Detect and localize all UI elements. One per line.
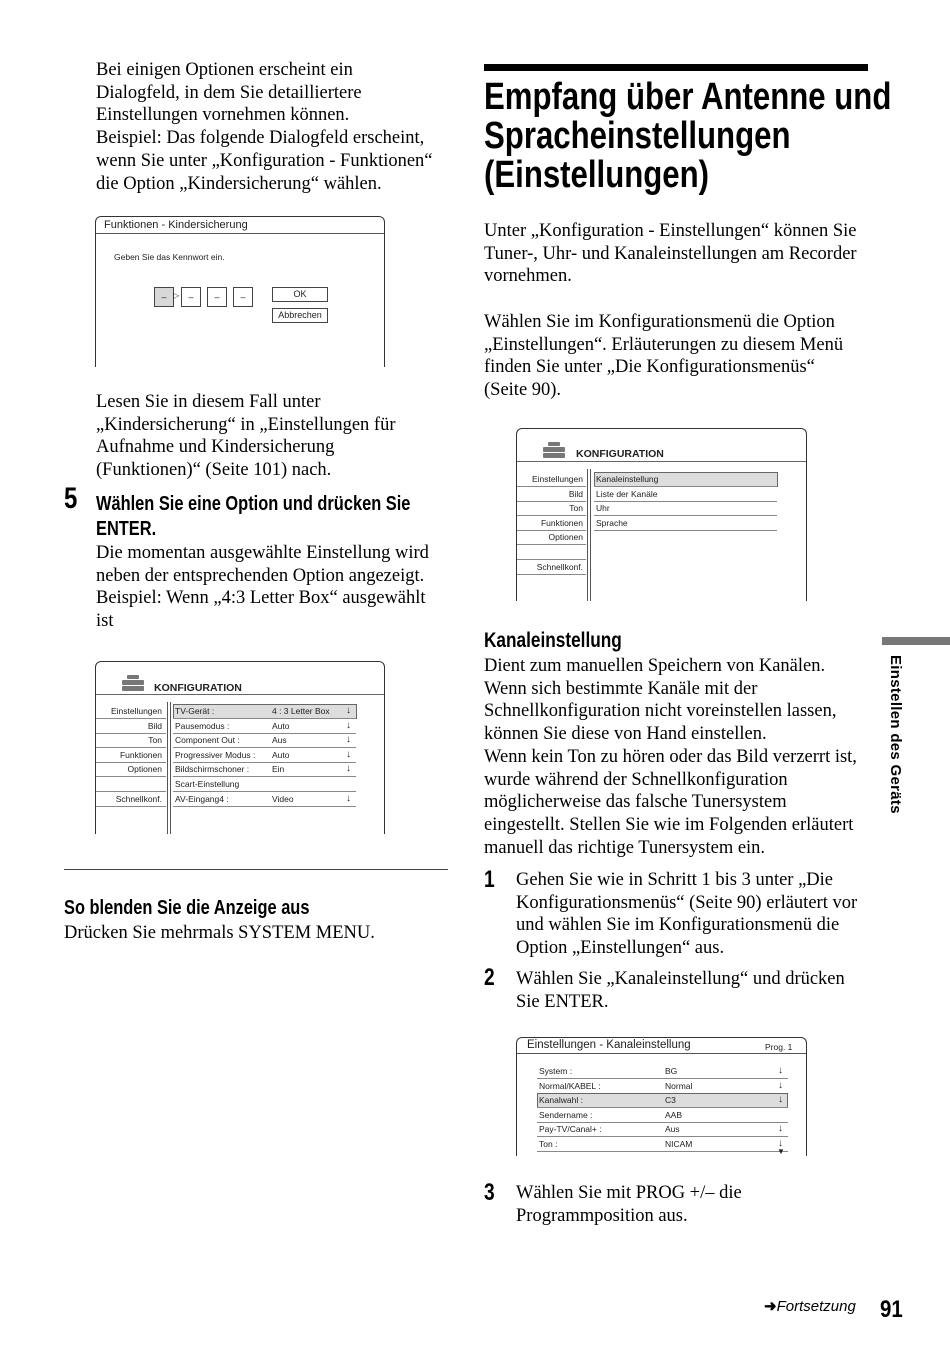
setting-value[interactable]: Normal (665, 1080, 693, 1091)
sidebar-item[interactable]: Optionen (127, 764, 162, 775)
setting-label[interactable]: Progressiver Modus : (175, 749, 256, 760)
menu-item[interactable]: Uhr (596, 503, 610, 514)
page-title-line1: Empfang über Antenne und (484, 76, 892, 118)
digit-field-1[interactable]: – (154, 287, 174, 307)
sidebar-item[interactable]: Optionen (548, 532, 583, 543)
sidebar-divider (517, 486, 586, 487)
title-bar (484, 64, 868, 71)
page-number: 91 (880, 1296, 903, 1323)
sidebar-divider (517, 515, 586, 516)
scroll-down-icon[interactable]: ▼ (777, 1147, 785, 1156)
intro-text: Bei einigen Optionen erscheint ein Dialogfeld, in dem Sie detailliertere Einstellungen vornehmen können. Beispiel: Das folgende Dialogfeld erscheint, wenn Sie unter „Konfiguration - Funktionen“ die Option „Kindersicherung“ wählen. (96, 60, 433, 194)
toolbox-icon (122, 675, 144, 691)
sidebar-divider (517, 544, 586, 545)
toolbox-icon (543, 442, 565, 458)
menu-title: KONFIGURATION (576, 448, 664, 460)
sidebar-divider (96, 718, 166, 719)
setting-value[interactable]: Aus (665, 1124, 680, 1135)
intro-1: Unter „Konfiguration - Einstellungen“ können Sie Tuner-, Uhr- und Kanaleinstellungen am Recorder vornehmen. (484, 221, 857, 287)
sidebar-divider (517, 559, 586, 560)
sidebar-divider (96, 762, 166, 763)
page-title-line2: Spracheinstellungen (484, 115, 791, 157)
down-arrow-icon[interactable]: ↓ (778, 1123, 783, 1135)
down-arrow-icon[interactable]: ↓ (778, 1094, 783, 1106)
setting-label[interactable]: Pay-TV/Canal+ : (539, 1124, 602, 1135)
config-menu-einstellungen (516, 428, 807, 601)
menu-item[interactable]: Sprache (596, 517, 628, 528)
continuation-label: Fortsetzung (776, 1298, 856, 1315)
down-arrow-icon[interactable]: ↓ (346, 792, 351, 804)
side-tab-bar (882, 637, 950, 645)
setting-value[interactable]: Auto (272, 720, 290, 731)
row-divider (537, 1107, 788, 1108)
step-3-number: 3 (484, 1179, 495, 1206)
setting-value[interactable]: 4 : 3 Letter Box (272, 706, 330, 716)
setting-value[interactable]: Ein (272, 764, 285, 775)
step-5-number: 5 (64, 482, 78, 515)
sidebar-item[interactable]: Ton (569, 503, 583, 514)
menu-item[interactable]: Kanaleinstellung (596, 474, 659, 484)
setting-label[interactable]: Normal/KABEL : (539, 1080, 601, 1091)
menu-item[interactable]: Liste der Kanäle (596, 488, 658, 499)
down-arrow-icon[interactable]: ↓ (346, 719, 351, 731)
kanal-text: Dient zum manuellen Speichern von Kanälen. Wenn sich bestimmte Kanäle mit der Schnellkonfiguration nicht voreinstellen lassen, können Sie diese von Hand einstellen. Wenn kein Ton zu hören oder das Bild verzerrt ist, wurde während der Schnellkonfiguration möglicherweise das falsche Tunersystem eingestellt. Stellen Sie wie im Folgenden erläutert manuell das richtige Tunersystem ein. (484, 656, 857, 858)
sidebar-divider (96, 733, 166, 734)
sidebar-item[interactable]: Bild (568, 488, 583, 499)
setting-value[interactable]: BG (665, 1066, 678, 1076)
digit-field-4[interactable]: – (233, 287, 253, 307)
item-divider (594, 530, 777, 531)
row-divider (537, 1122, 788, 1123)
sidebar-item[interactable]: Einstellungen (531, 474, 583, 484)
setting-label[interactable]: Scart-Einstellung (175, 779, 240, 789)
kanal-heading: Kanaleinstellung (484, 629, 622, 652)
side-tab (884, 655, 904, 825)
setting-label[interactable]: Kanalwahl : (539, 1095, 583, 1106)
row-divider (537, 1151, 788, 1152)
down-arrow-icon[interactable]: ↓ (346, 734, 351, 746)
row-divider (173, 747, 356, 748)
intro-2: Wählen Sie im Konfigurationsmenü die Option „Einstellungen“. Erläuterungen zu diesem Menü finden Sie unter „Die Konfigurationsmenüs“ (Seite 90). (484, 312, 844, 401)
item-divider (594, 501, 777, 502)
dialog-title: Funktionen - Kindersicherung (104, 219, 248, 231)
step-5-heading-line1: Wählen Sie eine Option und drücken Sie (96, 493, 411, 515)
dialog-prompt: Geben Sie das Kennwort ein. (114, 252, 225, 262)
setting-value[interactable]: Auto (272, 749, 290, 760)
setting-label[interactable]: Bildschirmschoner : (175, 764, 250, 775)
setting-label[interactable]: AV-Eingang4 : (175, 793, 229, 804)
setting-label[interactable]: Component Out : (175, 735, 240, 746)
sidebar-item[interactable]: Bild (147, 720, 162, 731)
kanaleinstellung-screen (516, 1037, 807, 1156)
sidebar-divider (517, 530, 586, 531)
sidebar-divider (96, 776, 166, 777)
right-arrow-icon: ▷ (173, 291, 180, 300)
sidebar-divider (96, 806, 166, 807)
page-title-line3: (Einstellungen) (484, 154, 710, 196)
setting-label[interactable]: Ton : (539, 1139, 558, 1149)
item-divider (594, 515, 777, 516)
sidebar-divider (517, 574, 586, 575)
setting-value[interactable]: C3 (665, 1095, 676, 1106)
section-divider (64, 869, 448, 870)
setting-value[interactable]: NICAM (665, 1139, 693, 1149)
row-divider (173, 733, 356, 734)
right-arrow-icon: ➜ (764, 1298, 777, 1315)
setting-value[interactable]: AAB (665, 1109, 683, 1120)
digit-field-3[interactable]: – (207, 287, 227, 307)
ok-button[interactable]: OK (272, 287, 328, 302)
hide-display-text: Drücken Sie mehrmals SYSTEM MENU. (64, 923, 375, 943)
row-divider (173, 718, 356, 719)
sidebar-divider (517, 501, 586, 502)
step-2-text: Wählen Sie „Kanaleinstellung“ und drücken Sie ENTER. (516, 969, 845, 1012)
down-arrow-icon[interactable]: ↓ (346, 748, 351, 760)
row-divider (537, 1078, 788, 1079)
sidebar-item[interactable]: Funktionen (540, 517, 583, 528)
setting-label[interactable]: TV-Gerät : (175, 706, 215, 716)
item-divider (594, 486, 777, 487)
prog-indicator: Prog. 1 (765, 1042, 793, 1052)
sidebar-item[interactable]: Schnellkonf. (536, 561, 583, 572)
digit-field-2[interactable]: – (181, 287, 201, 307)
cancel-button[interactable]: Abbrechen (272, 308, 328, 323)
screen-title: Einstellungen - Kanaleinstellung (527, 1039, 691, 1051)
step-2-number: 2 (484, 964, 495, 991)
sidebar-item[interactable]: Ton (148, 735, 162, 746)
menu-title: KONFIGURATION (154, 682, 242, 694)
config-menu-bild (95, 661, 385, 834)
row-divider (173, 762, 356, 763)
sidebar-item[interactable]: Einstellungen (110, 706, 162, 716)
setting-value[interactable]: Aus (272, 735, 287, 746)
after-dialog-text: Lesen Sie in diesem Fall unter „Kindersicherung“ in „Einstellungen für Aufnahme und Kindersicherung (Funktionen)“ (Seite 101) nach. (96, 392, 396, 481)
row-divider (173, 806, 356, 807)
row-divider (537, 1136, 788, 1137)
sidebar-divider (96, 791, 166, 792)
down-arrow-icon[interactable]: ↓ (778, 1138, 783, 1149)
continuation (764, 1297, 856, 1315)
setting-label[interactable]: System : (539, 1066, 573, 1076)
row-divider (173, 791, 356, 792)
step-1-number: 1 (484, 866, 495, 893)
down-arrow-icon[interactable]: ↓ (346, 763, 351, 775)
password-dialog (95, 216, 385, 367)
step-3-text: Wählen Sie mit PROG +/– die Programmposition aus. (516, 1183, 742, 1226)
step-5-text: Die momentan ausgewählte Einstellung wird neben der entsprechenden Option angezeigt. Beispiel: Wenn „4:3 Letter Box“ ausgewählt ist (96, 543, 429, 632)
down-arrow-icon[interactable]: ↓ (778, 1065, 783, 1076)
step-5-heading-line2: ENTER. (96, 518, 157, 540)
sidebar-item[interactable]: Funktionen (119, 749, 162, 760)
down-arrow-icon[interactable]: ↓ (778, 1079, 783, 1091)
step-1-text: Gehen Sie wie in Schritt 1 bis 3 unter „Die Konfigurationsmenüs“ (Seite 90) erläutert vor und wählen Sie im Konfigurationsmenü die Option „Einstellungen“ aus. (516, 870, 858, 959)
side-tab-label: Einstellen des Geräts (887, 655, 904, 814)
hide-display-heading: So blenden Sie die Anzeige aus (64, 897, 310, 919)
setting-value[interactable]: Video (272, 793, 294, 804)
row-divider (173, 776, 356, 777)
setting-label[interactable]: Pausemodus : (175, 720, 230, 731)
sidebar-item[interactable]: Schnellkonf. (115, 793, 162, 804)
down-arrow-icon[interactable]: ↓ (346, 705, 351, 716)
setting-label[interactable]: Sendername : (539, 1109, 593, 1120)
sidebar-divider (96, 747, 166, 748)
